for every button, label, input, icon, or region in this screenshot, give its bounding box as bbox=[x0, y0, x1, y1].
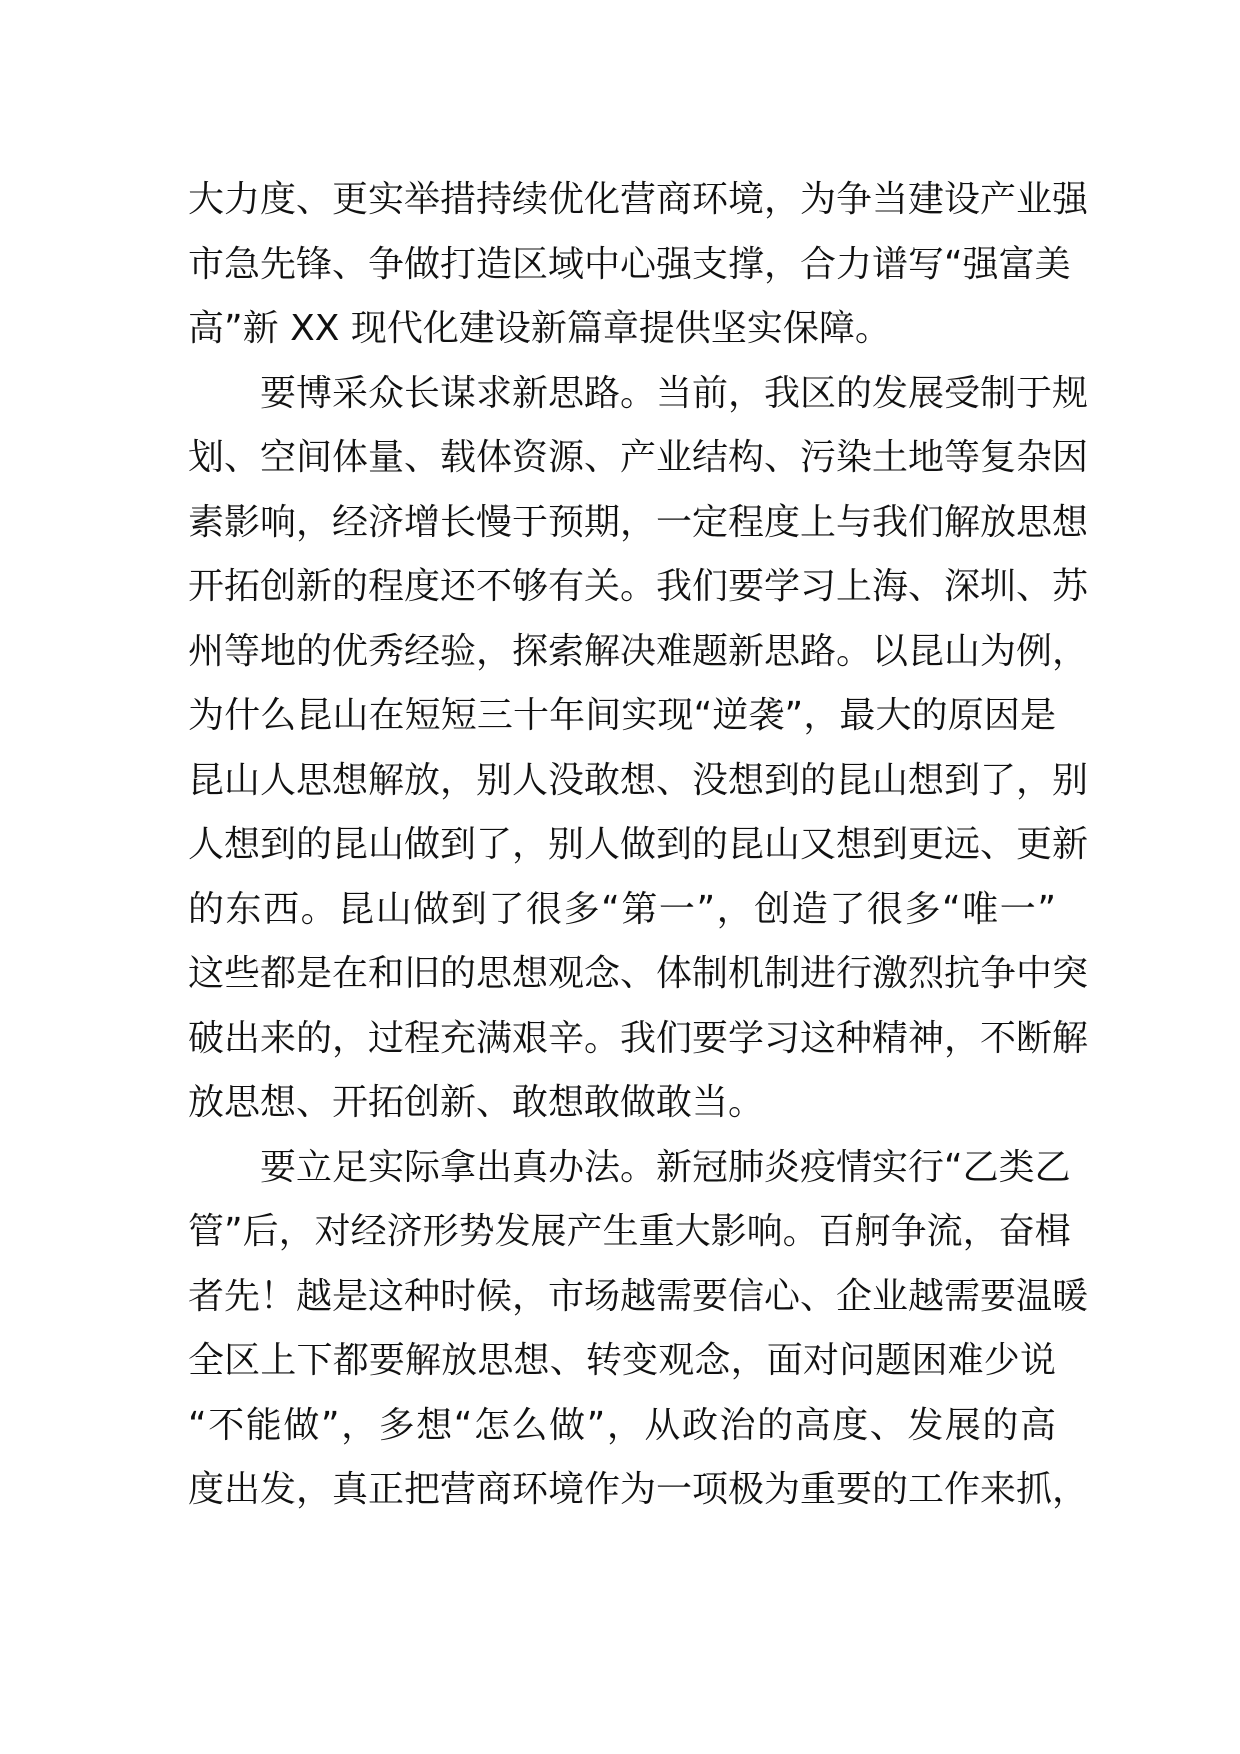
text-line: 放思想、开拓创新、敢想敢做敢当。 bbox=[188, 1082, 765, 1123]
text-line: 管”后，对经济形势发展产生重大影响。百舸争流，奋楫 bbox=[188, 1211, 1071, 1252]
text-line: 大力度、更实举措持续优化营商环境，为争当建设产业强 bbox=[188, 179, 1089, 220]
text-line: 全区上下都要解放思想、转变观念，面对问题困难少说 bbox=[188, 1340, 1056, 1381]
text-line: 人想到的昆山做到了，别人做到的昆山又想到更远、更新 bbox=[188, 824, 1089, 865]
text-line: 破出来的，过程充满艰辛。我们要学习这种精神，不断解 bbox=[188, 1017, 1089, 1059]
text-line: 高”新 XX 现代化建设新篇章提供坚实保障。 bbox=[188, 308, 891, 349]
text-line: 者先！越是这种时候，市场越需要信心、企业越需要温暖 bbox=[188, 1275, 1089, 1317]
text-line: 为什么昆山在短短三十年间实现“逆袭”，最大的原因是 bbox=[188, 695, 1056, 736]
text-line: 要立足实际拿出真办法。新冠肺炎疫情实行“乙类乙 bbox=[188, 1146, 1071, 1188]
text-line: 的东西。昆山做到了很多“第一”，创造了很多“唯一” bbox=[188, 888, 1056, 930]
text-line: 划、空间体量、载体资源、产业结构、污染土地等复杂因 bbox=[188, 437, 1089, 478]
text-line: 度出发，真正把营商环境作为一项极为重要的工作来抓， bbox=[188, 1469, 1089, 1510]
text-line: 昆山人思想解放，别人没敢想、没想到的昆山想到了，别 bbox=[188, 759, 1089, 801]
text-line: 州等地的优秀经验，探索解决难题新思路。以昆山为例， bbox=[188, 630, 1089, 672]
text-line: 市急先锋、争做打造区域中心强支撑，合力谱写“强富美 bbox=[188, 243, 1071, 285]
text-line: 开拓创新的程度还不够有关。我们要学习上海、深圳、苏 bbox=[188, 566, 1089, 607]
text-line: 要博采众长谋求新思路。当前，我区的发展受制于规 bbox=[188, 372, 1089, 414]
text-line: 这些都是在和旧的思想观念、体制机制进行激烈抗争中突 bbox=[188, 953, 1089, 994]
text-line: 素影响，经济增长慢于预期，一定程度上与我们解放思想 bbox=[188, 501, 1089, 543]
text-line: “不能做”，多想“怎么做”，从政治的高度、发展的高 bbox=[188, 1404, 1056, 1446]
body-text bbox=[188, 168, 1089, 1523]
